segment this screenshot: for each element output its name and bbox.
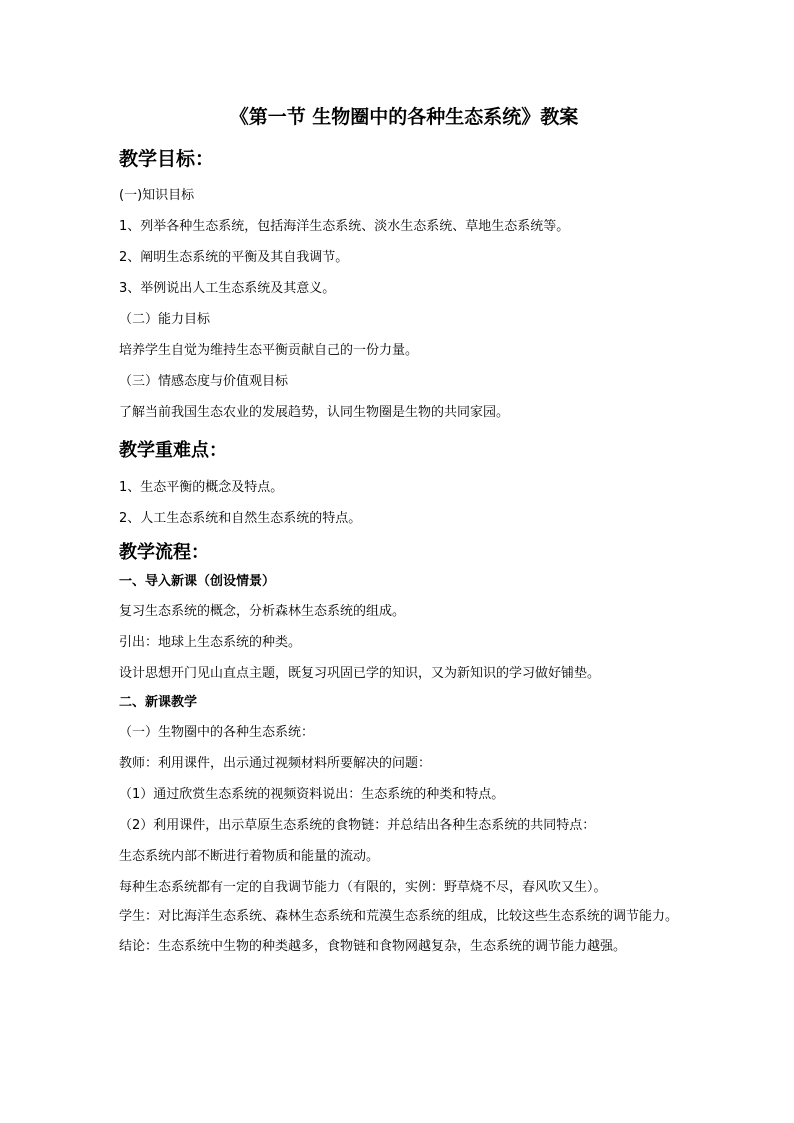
key-point-2: 2、人工生态系统和自然生态系统的特点。 [119,511,362,526]
lesson-line-8: 结论：生态系统中生物的种类越多，食物链和食物网越复杂，生态系统的调节能力越强。 [119,939,627,954]
lesson-line-4: （2）利用课件，出示草原生态系统的食物链：并总结出各种生态系统的共同特点： [119,818,596,833]
ability-objectives-label: （二）能力目标 [119,312,211,327]
lesson-line-7: 学生：对比海洋生态系统、森林生态系统和荒漠生态系统的组成，比较这些生态系统的调节能力。 [119,909,679,924]
key-point-1: 1、生态平衡的概念及特点。 [119,480,284,495]
key-points-heading: 教学重难点： [119,440,227,461]
emotion-objectives-text: 了解当前我国生态农业的发展趋势，认同生物圈是生物的共同家园。 [119,405,510,420]
document-body [119,100,679,962]
lesson-line-5: 生态系统内部不断进行着物质和能量的流动。 [119,849,380,864]
document-title: 《第一节 生物圈中的各种生态系统》教案 [229,106,579,128]
lesson-line-2: 教师：利用课件，出示通过视频材料所要解决的问题： [119,756,432,771]
objectives-heading: 教学目标： [119,148,215,170]
knowledge-item-1: 1、列举各种生态系统，包括海洋生态系统、淡水生态系统、草地生态系统等。 [119,219,570,234]
section-intro-title: 一、导入新课（创设情景） [119,574,276,589]
knowledge-item-2: 2、阐明生态系统的平衡及其自我调节。 [119,250,349,265]
intro-line-3: 设计思想开门见山直点主题，既复习巩固已学的知识，又为新知识的学习做好铺垫。 [119,666,601,681]
lesson-line-3: （1）通过欣赏生态系统的视频资料说出：生态系统的种类和特点。 [119,787,505,802]
process-heading: 教学流程： [119,542,209,563]
intro-line-1: 复习生态系统的概念，分析森林生态系统的组成。 [119,604,406,619]
knowledge-item-3: 3、举例说出人工生态系统及其意义。 [119,281,336,296]
lesson-line-6: 每种生态系统都有一定的自我调节能力（有限的，实例：野草烧不尽，春风吹又生）。 [119,880,607,895]
lesson-line-1: （一）生物圈中的各种生态系统： [119,725,315,740]
intro-line-2: 引出：地球上生态系统的种类。 [119,635,302,650]
emotion-objectives-label: （三）情感态度与价值观目标 [119,374,289,389]
section-new-lesson-title: 二、新课教学 [119,695,198,710]
ability-objectives-text: 培养学生自觉为维持生态平衡贡献自己的一份力量。 [119,343,419,358]
knowledge-objectives-label: (一)知识目标 [119,188,195,203]
